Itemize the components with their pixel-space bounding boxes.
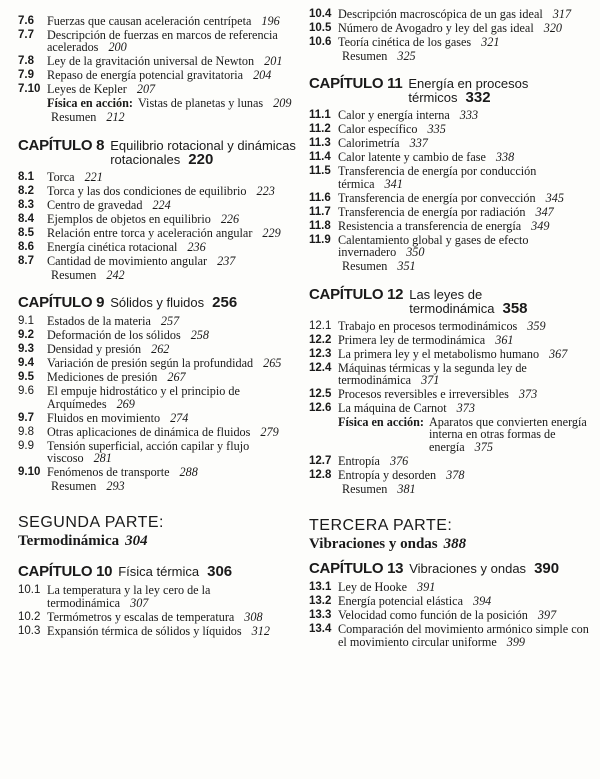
section-number: 12.1 [309, 319, 332, 332]
section-title: Ejemplos de objetos en equilibrio [47, 211, 211, 226]
chapter-page: 332 [465, 89, 491, 107]
page-number: 223 [256, 183, 275, 198]
section-title: Leyes de Kepler [47, 82, 127, 97]
section-title: Transferencia de energía por radiación [338, 204, 526, 219]
page-number: 221 [84, 169, 103, 184]
section-title: Termómetros y escalas de temperatura [47, 609, 235, 624]
page-number: 350 [406, 245, 425, 260]
section-number: 12.8 [309, 468, 332, 481]
chapter-page: 306 [207, 563, 233, 581]
section-number: 9.1 [18, 315, 34, 328]
toc-entry [18, 329, 298, 341]
resumen-label: Resumen [342, 259, 388, 274]
ch11-entries [309, 109, 594, 272]
toc-entry [18, 83, 298, 95]
ch10-entries-cont [309, 8, 594, 62]
page-number: 320 [543, 21, 563, 35]
section-title: La máquina de Carnot [338, 401, 447, 416]
page-number: 333 [459, 108, 479, 123]
section-number: 11.7 [309, 205, 331, 218]
section-number: 8.6 [18, 240, 34, 253]
toc-entry [309, 22, 594, 34]
section-number: 10.2 [18, 610, 41, 623]
toc-entry [309, 609, 594, 621]
section-title: Procesos reversibles e irreversibles [338, 387, 509, 402]
chapter-title: Equilibrio rotacional y dinámicas rotacionales [110, 137, 296, 167]
section-number: 10.4 [309, 8, 332, 20]
section-number: 8.2 [18, 184, 34, 197]
toc-entry [309, 123, 594, 135]
page-number: 224 [152, 197, 171, 212]
part-label: SEGUNDA PARTE: [18, 514, 164, 532]
toc-entry [309, 388, 594, 400]
page-number: 373 [518, 387, 538, 402]
fisica-label: Física en acción: [47, 96, 133, 111]
part-page: 388 [443, 536, 467, 553]
section-title: Ley de Hooke [338, 580, 408, 595]
toc-entry [309, 320, 594, 332]
ch13-entries [309, 581, 594, 648]
page-number: 361 [495, 332, 514, 347]
section-title: Relación entre torca y aceleración angular [47, 225, 253, 240]
page-number: 375 [474, 439, 493, 454]
toc-entry [309, 220, 594, 232]
toc-entry [18, 625, 298, 637]
toc-entry [309, 623, 594, 648]
resumen-label: Resumen [51, 110, 97, 125]
page-number: 337 [409, 136, 428, 151]
page-number: 257 [160, 314, 180, 329]
page-number: 321 [481, 35, 500, 49]
chapter-page: 256 [212, 294, 238, 312]
toc-entry [18, 241, 298, 253]
page-number: 381 [397, 481, 416, 496]
section-title: Calentamiento global y gases de efecto invernadero [338, 232, 529, 260]
chapter-heading [18, 138, 298, 167]
section-number: 8.3 [18, 198, 34, 211]
page-number: 258 [190, 328, 209, 343]
section-number: 12.3 [309, 347, 332, 360]
toc-entry [18, 227, 298, 239]
section-title: Fluidos en movimiento [47, 410, 161, 425]
fisica-text: Vistas de planetas y lunas [137, 96, 264, 111]
toc-entry [309, 595, 594, 607]
page-number: 262 [151, 342, 170, 357]
resumen-label: Resumen [342, 481, 388, 496]
resumen [18, 111, 298, 123]
page-number: 196 [261, 14, 280, 28]
chapter-label: CAPÍTULO 11 [309, 75, 403, 93]
section-number: 12.5 [309, 388, 332, 401]
chapter-label: CAPÍTULO 9 [18, 294, 105, 312]
toc-entry [18, 426, 298, 438]
chapter-title: Energía en procesos térmicos [408, 76, 529, 106]
page-number: 269 [116, 396, 135, 411]
section-title: Resistencia a transferencia de energía [338, 218, 522, 233]
page-number: 212 [106, 110, 125, 125]
section-title: Energía potencial elástica [338, 594, 463, 609]
section-number: 7.6 [18, 15, 34, 27]
toc-entry [18, 343, 298, 355]
toc-entry [309, 109, 594, 121]
ch12-entries [309, 320, 594, 496]
page-number: 345 [545, 190, 564, 205]
ch10-entries [18, 584, 298, 637]
toc-entry [18, 55, 298, 67]
fisica-text: Aparatos que convierten energía interna en otras formas de energía [428, 415, 587, 454]
section-title: Velocidad como función de la posición [338, 608, 528, 623]
page-number: 391 [417, 580, 436, 595]
section-number: 11.6 [309, 191, 331, 204]
section-title: Calor latente y cambio de fase [338, 150, 486, 165]
resumen [18, 480, 298, 492]
page-number: 200 [108, 40, 127, 55]
resumen [309, 260, 594, 272]
right-column [309, 8, 594, 650]
page-number: 274 [170, 410, 189, 425]
page-number: 242 [106, 267, 125, 282]
page-number: 347 [535, 204, 554, 219]
section-number: 7.9 [18, 69, 34, 82]
chapter-heading [18, 295, 298, 311]
section-number: 10.3 [18, 624, 41, 637]
section-title: Otras aplicaciones de dinámica de fluidos [47, 424, 251, 439]
section-number: 9.7 [18, 411, 34, 424]
section-number: 7.7 [18, 29, 34, 41]
page-number: 307 [130, 595, 149, 610]
toc-entry [309, 455, 594, 467]
section-number: 13.2 [309, 595, 332, 608]
page-number: 288 [179, 465, 198, 480]
page-number: 265 [263, 356, 282, 371]
section-title: La primera ley y el metabolismo humano [338, 346, 540, 361]
section-number: 11.2 [309, 123, 331, 136]
toc-entry [18, 440, 298, 465]
section-number: 11.5 [309, 165, 331, 178]
section-number: 10.6 [309, 36, 332, 48]
section-title: Torca [47, 169, 75, 184]
toc-entry [18, 29, 298, 54]
part-label: TERCERA PARTE: [309, 517, 453, 535]
toc-entry [18, 357, 298, 369]
chapter-title: Sólidos y fluidos [110, 295, 205, 311]
section-title: Densidad y presión [47, 342, 142, 357]
section-title: Fenómenos de transporte [47, 465, 170, 480]
section-title: Cantidad de movimiento angular [47, 253, 208, 268]
section-number: 13.4 [309, 623, 332, 636]
section-title: Estados de la materia [47, 314, 151, 329]
toc-entry [18, 15, 298, 27]
toc-entry [18, 69, 298, 81]
section-number: 12.4 [309, 361, 332, 374]
section-title: Transferencia de energía por conducción térmica [338, 164, 537, 191]
section-title: Calorimetría [338, 136, 400, 151]
toc-entry [309, 581, 594, 593]
chapter-label: CAPÍTULO 10 [18, 563, 113, 581]
section-title: Trabajo en procesos termodinámicos [338, 318, 518, 333]
page-number: 204 [253, 68, 272, 83]
page-number: 279 [260, 424, 279, 439]
toc-entry [18, 385, 298, 410]
page-number: 359 [527, 318, 546, 333]
section-number: 9.5 [18, 371, 34, 384]
toc-entry [309, 469, 594, 481]
toc-entry [18, 185, 298, 197]
page-number: 373 [456, 401, 475, 416]
ch9-entries [18, 315, 298, 492]
page-number: 293 [106, 479, 125, 494]
page-number: 236 [187, 239, 206, 254]
toc-entry [309, 151, 594, 163]
section-number: 10.5 [309, 22, 332, 34]
toc-entry [309, 8, 594, 20]
section-title: Energía cinética rotacional [47, 239, 178, 254]
page-number: 209 [273, 96, 292, 111]
section-title: Descripción macroscópica de un gas ideal [338, 7, 543, 21]
section-number: 7.8 [18, 55, 34, 68]
page-number: 376 [389, 453, 409, 468]
section-title: La temperatura y la ley cero de la termodinámica [47, 583, 211, 610]
part-heading [18, 514, 298, 550]
ch7-entries [18, 15, 298, 124]
page-number: 399 [506, 634, 526, 649]
section-title: Comparación del movimiento armónico simple con el movimiento circular uniforme [338, 622, 589, 649]
section-number: 12.6 [309, 402, 332, 415]
section-number: 10.1 [18, 584, 41, 597]
toc-entry [309, 362, 594, 387]
section-title: Calor específico [338, 122, 418, 137]
page-number: 338 [495, 150, 515, 165]
page-number: 312 [251, 623, 270, 638]
section-number: 12.7 [309, 454, 332, 467]
section-number: 11.1 [309, 109, 331, 122]
section-title: Repaso de energía potencial gravitatoria [47, 68, 244, 83]
toc-entry [309, 165, 594, 190]
toc-entry [18, 213, 298, 225]
resumen-label: Resumen [342, 49, 388, 63]
page-number: 367 [549, 346, 568, 361]
page-number: 201 [264, 54, 283, 69]
page-number: 229 [262, 225, 281, 240]
toc-entry [309, 334, 594, 346]
section-title: Entropía y desorden [338, 467, 437, 482]
part-title: Termodinámica [18, 533, 120, 550]
page-number: 341 [384, 176, 403, 191]
section-number: 12.2 [309, 333, 332, 346]
chapter-title: Vibraciones y ondas [409, 561, 527, 577]
page-number: 351 [397, 259, 416, 274]
fisica-label: Física en acción: [338, 415, 424, 430]
section-number: 11.9 [309, 233, 331, 246]
chapter-page: 358 [502, 299, 528, 317]
section-title: Calor y energía interna [338, 108, 450, 123]
section-title: Primera ley de termodinámica [338, 332, 486, 347]
page-number: 325 [397, 49, 416, 63]
fisica-en-accion [18, 97, 298, 109]
section-number: 8.1 [18, 170, 34, 183]
section-title: Deformación de los sólidos [47, 328, 181, 343]
part-page: 304 [125, 533, 148, 550]
chapter-title: Las leyes de termodinámica [409, 286, 495, 316]
section-number: 11.4 [309, 151, 331, 164]
page-number: 317 [552, 7, 572, 21]
page-number: 308 [244, 609, 263, 624]
section-number: 13.1 [309, 581, 332, 594]
section-title: Torca y las dos condiciones de equilibrio [47, 183, 247, 198]
part-title: Vibraciones y ondas [309, 536, 438, 553]
page-number: 207 [136, 82, 156, 97]
toc-entry [18, 315, 298, 327]
section-title: Variación de presión según la profundidad [47, 356, 254, 371]
section-number: 8.7 [18, 254, 34, 267]
toc-entry [309, 234, 594, 259]
section-title: Máquinas térmicas y la segunda ley de termodinámica [338, 360, 527, 388]
section-number: 13.3 [309, 609, 332, 622]
toc-entry [309, 192, 594, 204]
toc-entry [18, 584, 298, 609]
toc-entry [18, 171, 298, 183]
section-number: 11.3 [309, 137, 331, 150]
toc-entry [309, 206, 594, 218]
chapter-heading [309, 76, 594, 105]
section-title: Descripción de fuerzas en marcos de referencia acelerados [47, 28, 278, 55]
page-number: 237 [217, 253, 236, 268]
toc-entry [309, 348, 594, 360]
section-title: Tensión superficial, acción capilar y flujo viscoso [47, 438, 250, 466]
section-number: 8.5 [18, 226, 34, 239]
page-number: 394 [472, 594, 492, 609]
section-title: Ley de la gravitación universal de Newton [47, 54, 255, 69]
toc-entry [309, 36, 594, 48]
section-title: Expansión térmica de sólidos y líquidos [47, 623, 242, 638]
chapter-label: CAPÍTULO 13 [309, 560, 404, 578]
chapter-page: 390 [534, 560, 560, 578]
page-number: 397 [537, 608, 557, 623]
section-number: 9.4 [18, 357, 34, 370]
resumen [18, 269, 298, 281]
section-title: El empuje hidrostático y el principio de Arquímedes [47, 384, 240, 411]
toc-entry [18, 371, 298, 383]
toc-entry [18, 412, 298, 424]
page-number: 226 [220, 211, 240, 226]
part-heading [309, 517, 594, 553]
chapter-heading [309, 287, 594, 316]
section-title: Transferencia de energía por convección [338, 190, 536, 205]
section-number: 9.10 [18, 466, 41, 479]
resumen-label: Resumen [51, 267, 97, 282]
section-title: Mediciones de presión [47, 370, 158, 385]
section-number: 9.6 [18, 385, 34, 398]
section-title: Teoría cinética de los gases [338, 35, 472, 49]
toc-entry [309, 402, 594, 414]
chapter-heading [18, 564, 298, 580]
left-column [18, 15, 298, 639]
section-number: 9.2 [18, 329, 34, 342]
section-number: 8.4 [18, 212, 34, 225]
resumen [309, 50, 594, 62]
ch8-entries [18, 171, 298, 281]
toc-entry [18, 199, 298, 211]
section-number: 9.3 [18, 343, 34, 356]
section-title: Centro de gravedad [47, 197, 143, 212]
chapter-page: 220 [188, 150, 214, 168]
page-number: 371 [421, 373, 440, 388]
section-number: 11.8 [309, 219, 331, 232]
toc-entry [309, 137, 594, 149]
page-number: 349 [531, 218, 550, 233]
fisica-en-accion [309, 416, 594, 453]
chapter-title: Física térmica [118, 564, 200, 580]
page-number: 281 [93, 451, 112, 466]
section-title: Número de Avogadro y ley del gas ideal [338, 21, 534, 35]
toc-entry [18, 466, 298, 478]
section-title: Entropía [338, 453, 380, 468]
section-title: Fuerzas que causan aceleración centrípeta [47, 14, 252, 28]
section-number: 9.9 [18, 439, 34, 452]
resumen-label: Resumen [51, 479, 97, 494]
resumen [309, 483, 594, 495]
toc-entry [18, 255, 298, 267]
section-number: 9.8 [18, 425, 34, 438]
section-number: 7.10 [18, 83, 41, 96]
chapter-heading [309, 561, 594, 577]
page-number: 335 [427, 122, 446, 137]
page-number: 267 [167, 370, 186, 385]
chapter-label: CAPÍTULO 8 [18, 136, 105, 154]
page-number: 378 [446, 467, 465, 482]
chapter-label: CAPÍTULO 12 [309, 285, 404, 303]
toc-entry [18, 611, 298, 623]
